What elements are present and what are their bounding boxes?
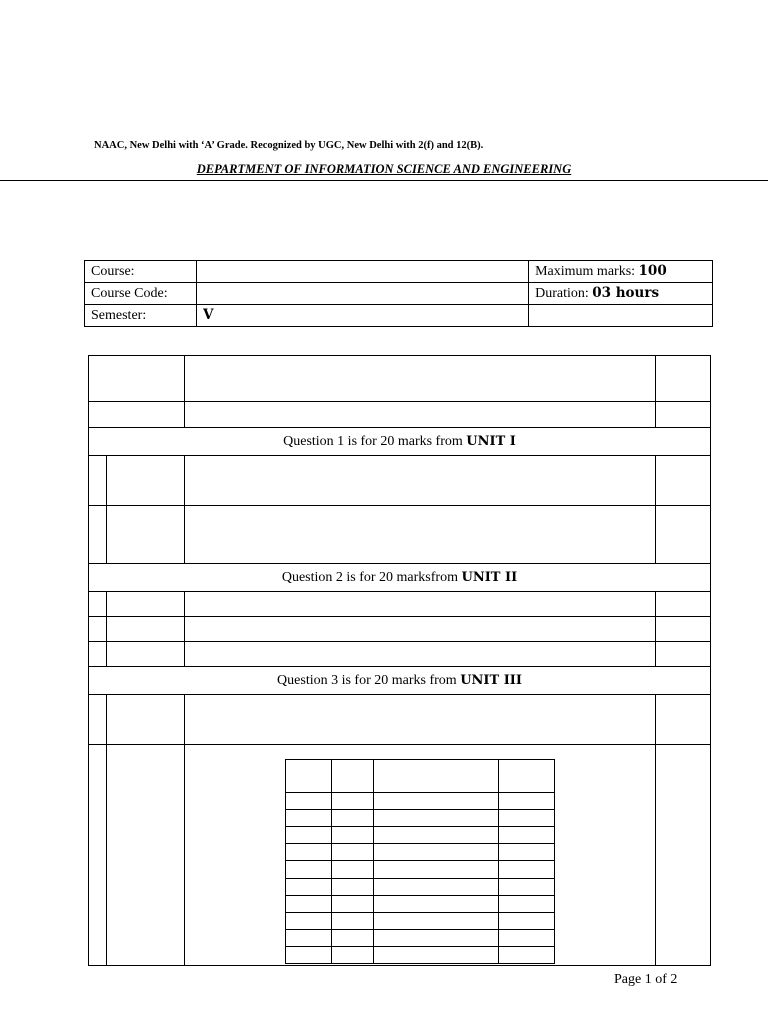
table-cell — [374, 810, 498, 827]
table-cell — [332, 946, 374, 963]
table-cell — [374, 861, 498, 878]
table-cell — [374, 793, 498, 810]
table-cell — [107, 506, 185, 564]
table-cell — [107, 592, 185, 617]
table-cell — [107, 745, 185, 966]
table-cell — [498, 878, 554, 895]
duration-cell — [529, 283, 713, 305]
table-cell — [185, 642, 656, 667]
table-cell — [498, 810, 554, 827]
table-cell — [185, 592, 656, 617]
table-cell — [656, 506, 711, 564]
embedded-data-table — [285, 759, 555, 964]
table-cell — [89, 617, 107, 642]
course-value — [196, 261, 528, 283]
table-cell — [286, 810, 332, 827]
table-row — [286, 810, 555, 827]
table-cell — [107, 617, 185, 642]
page-number: Page 1 of 2 — [614, 972, 678, 987]
table-cell — [498, 827, 554, 844]
max-marks-cell — [529, 261, 713, 283]
table-cell — [286, 861, 332, 878]
info-row-course-code — [85, 283, 713, 305]
course-code-label: Course Code: — [85, 283, 197, 305]
course-label: Course: — [85, 261, 197, 283]
table-row — [89, 456, 711, 506]
table-row — [89, 617, 711, 642]
table-row — [89, 402, 711, 428]
info-row-semester — [85, 305, 713, 327]
table-row — [286, 895, 555, 912]
semester-value: V — [202, 307, 214, 323]
table-cell — [185, 356, 656, 402]
table-cell — [286, 793, 332, 810]
table-row — [286, 946, 555, 963]
table-row — [286, 760, 555, 793]
table-cell — [374, 929, 498, 946]
table-cell — [656, 642, 711, 667]
table-row — [286, 861, 555, 878]
table-cell — [374, 760, 498, 793]
table-row — [286, 793, 555, 810]
semester-value-cell — [196, 305, 528, 327]
table-cell — [107, 456, 185, 506]
table-cell — [89, 506, 107, 564]
table-cell — [89, 642, 107, 667]
table-cell — [286, 844, 332, 861]
table-cell — [89, 592, 107, 617]
table-cell — [89, 745, 107, 966]
question-1-header-cell — [89, 428, 711, 456]
question-1-unit: UNIT I — [466, 433, 516, 449]
table-cell — [656, 617, 711, 642]
question-3-header — [89, 667, 711, 695]
table-cell — [498, 844, 554, 861]
table-row — [286, 878, 555, 895]
table-cell — [332, 810, 374, 827]
table-cell — [656, 592, 711, 617]
table-cell — [498, 793, 554, 810]
question-2-header-cell — [89, 564, 711, 592]
table-cell — [332, 861, 374, 878]
table-cell — [498, 946, 554, 963]
table-cell — [656, 402, 711, 428]
question-2-unit: UNIT II — [461, 569, 518, 585]
course-info-table — [84, 260, 713, 327]
table-cell — [498, 895, 554, 912]
table-cell — [185, 695, 656, 745]
department-title: DEPARTMENT OF INFORMATION SCIENCE AND ENGINEERING — [196, 162, 572, 176]
table-cell — [332, 912, 374, 929]
table-row — [286, 844, 555, 861]
table-row — [89, 356, 711, 402]
table-cell — [374, 895, 498, 912]
table-cell — [286, 929, 332, 946]
table-cell — [498, 760, 554, 793]
table-cell — [89, 456, 107, 506]
duration-value: 03 hours — [592, 285, 660, 301]
table-cell — [656, 745, 711, 966]
table-row — [89, 642, 711, 667]
semester-label: Semester: — [85, 305, 197, 327]
table-cell — [286, 878, 332, 895]
table-cell — [332, 895, 374, 912]
table-cell — [374, 844, 498, 861]
question-3-unit: UNIT III — [460, 672, 522, 688]
duration-label: Duration: — [535, 286, 593, 301]
max-marks-label: Maximum marks: — [535, 264, 639, 279]
table-cell — [332, 844, 374, 861]
table-cell — [374, 912, 498, 929]
question-3-text: Question 3 is for 20 marks from — [277, 672, 461, 688]
question-3-header-cell — [89, 667, 711, 695]
table-cell — [332, 878, 374, 895]
table-cell — [656, 695, 711, 745]
table-cell — [286, 760, 332, 793]
table-cell — [332, 827, 374, 844]
table-cell — [185, 402, 656, 428]
table-cell — [107, 642, 185, 667]
table-cell — [286, 827, 332, 844]
table-cell — [498, 929, 554, 946]
table-cell — [374, 946, 498, 963]
course-code-value — [196, 283, 528, 305]
question-2-text: Question 2 is for 20 marksfrom — [281, 569, 462, 585]
table-cell — [185, 456, 656, 506]
empty-info-cell — [529, 305, 713, 327]
table-cell — [374, 827, 498, 844]
table-row — [89, 592, 711, 617]
table-row — [286, 827, 555, 844]
question-1-header — [89, 428, 711, 456]
table-cell — [107, 695, 185, 745]
table-cell — [656, 456, 711, 506]
table-cell — [185, 506, 656, 564]
table-cell — [498, 861, 554, 878]
table-cell — [498, 912, 554, 929]
table-cell — [185, 617, 656, 642]
table-cell — [286, 946, 332, 963]
table-cell — [286, 912, 332, 929]
accreditation-line: NAAC, New Delhi with ‘A’ Grade. Recognized by UGC, New Delhi with 2(f) and 12(B). — [94, 140, 484, 151]
table-row — [89, 506, 711, 564]
max-marks-value: 100 — [638, 263, 667, 279]
table-cell — [89, 356, 185, 402]
table-row — [286, 912, 555, 929]
table-row — [286, 929, 555, 946]
table-cell — [332, 929, 374, 946]
table-cell — [332, 793, 374, 810]
table-cell — [89, 402, 185, 428]
table-cell — [89, 695, 107, 745]
table-cell — [374, 878, 498, 895]
header-divider — [0, 180, 768, 181]
table-cell — [332, 760, 374, 793]
info-row-course — [85, 261, 713, 283]
table-cell — [286, 895, 332, 912]
table-cell — [656, 356, 711, 402]
table-row — [89, 695, 711, 745]
question-1-text: Question 1 is for 20 marks from — [283, 433, 467, 449]
question-2-header — [89, 564, 711, 592]
